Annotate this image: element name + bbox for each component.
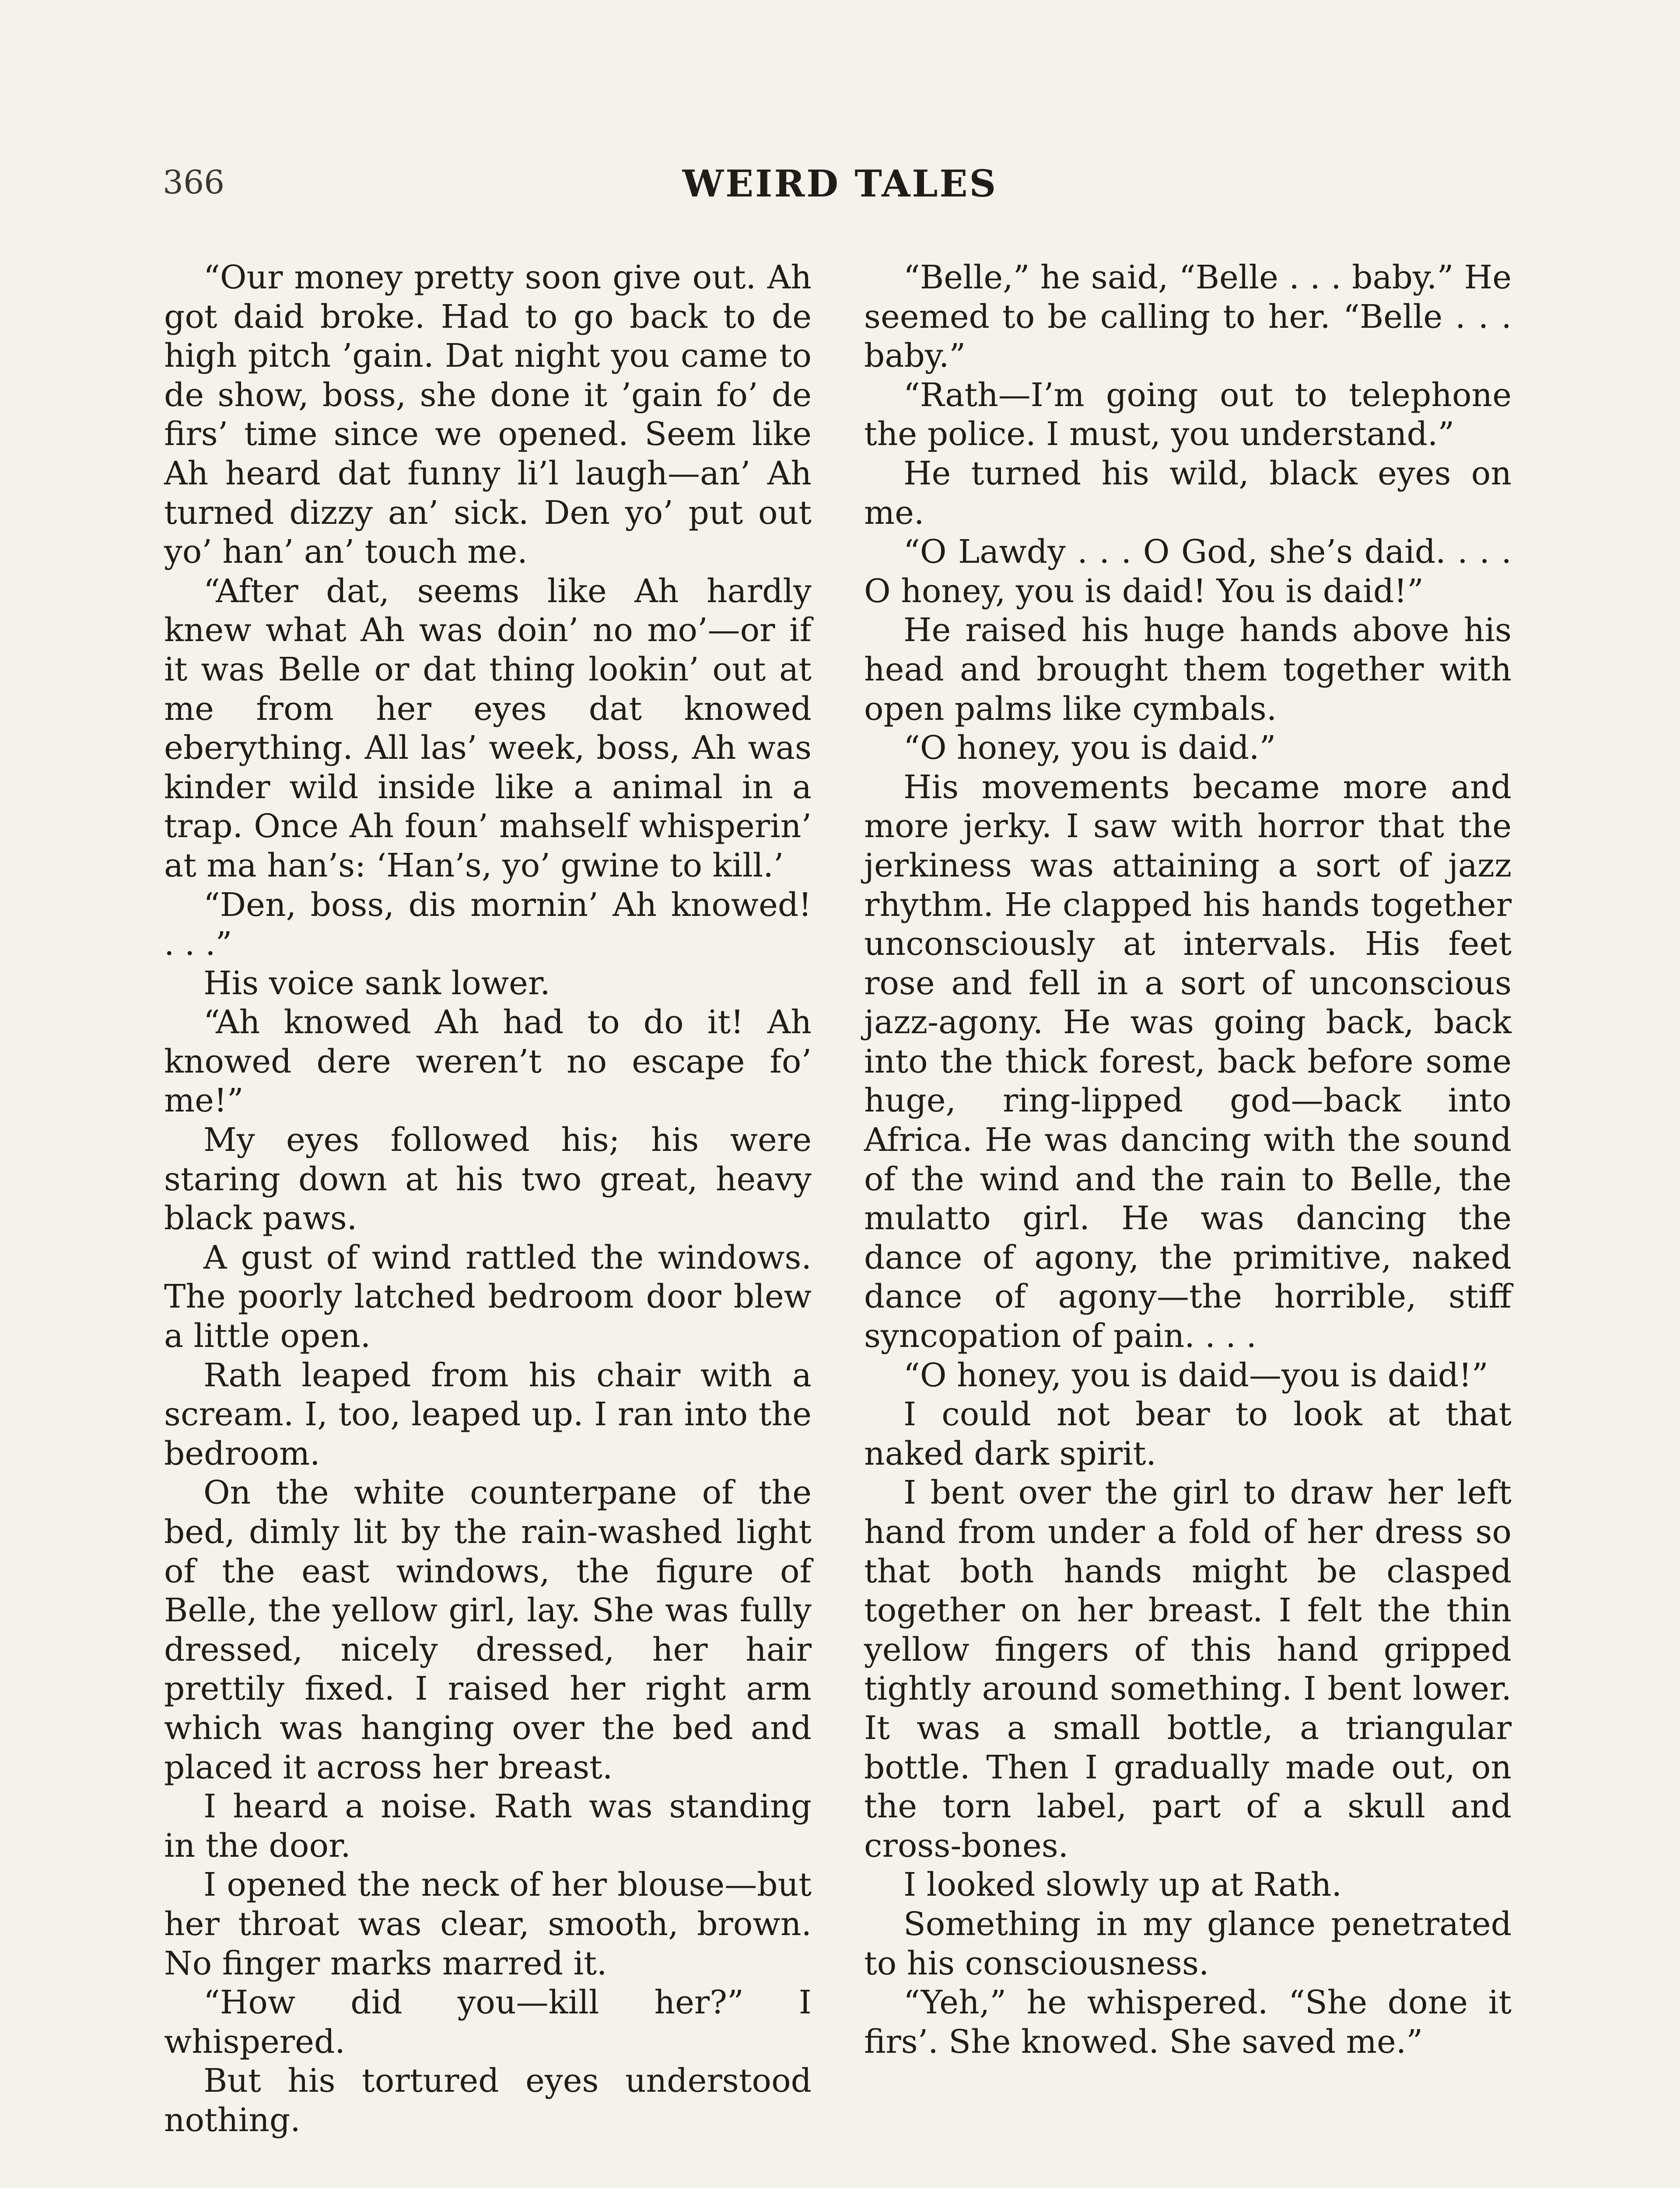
paragraph: His movements became more and more jerky. I saw with horror that the jerkiness was attaining a sort of jazz rhythm. He clapped his hands together unconsciously at intervals. His feet rose and fell in a sort of unconscious jazz-agony. He was going back, back into the thick forest, back before some huge, ring-lipped god—back into Africa. He was dancing with the sound of the wind and the rain to Belle, the mulatto girl. He was dancing the dance of agony, the primitive, naked dance of agony—the horrible, stiff syncopation of pain. . . .	[864, 768, 1512, 1355]
paragraph: My eyes followed his; his were staring down at his two great, heavy black paws.	[164, 1121, 812, 1238]
paragraph: “O honey, you is daid.”	[903, 729, 1276, 767]
page-number: 366	[163, 164, 225, 201]
left-column	[164, 258, 812, 2140]
paragraph: “How did you—kill her?” I whispered.	[164, 1984, 812, 2061]
paragraph: “Den, boss, dis mornin’ Ah knowed! . . .”	[164, 886, 812, 963]
paragraph: He turned his wild, black eyes on me.	[864, 454, 1512, 532]
paragraph: Rath leaped from his chair with a scream. I, too, leaped up. I ran into the bedroom.	[164, 1356, 812, 1473]
paragraph: I opened the neck of her blouse—but her throat was clear, smooth, brown. No finger marks marred it.	[164, 1866, 812, 1982]
paragraph: His voice sank lower.	[203, 964, 550, 1002]
paragraph: On the white counterpane of the bed, dimly lit by the rain-washed light of the east windows, the figure of Belle, the yellow girl, lay. She was fully dressed, nicely dressed, her hair prettily fixed. I raised her right arm which was hanging over the bed and placed it across her breast.	[164, 1474, 812, 1786]
paragraph: “After dat, seems like Ah hardly knew what Ah was doin’ no mo’—or if it was Belle or dat thing lookin’ out at me from her eyes dat knowed eberything. All las’ week, boss, Ah was kinder wild inside like a animal in a trap. Once Ah foun’ mahself whisperin’ at ma han’s: ‘Han’s, yo’ gwine to kill.’	[164, 572, 812, 884]
paragraph: A gust of wind rattled the windows. The poorly latched bedroom door blew a little open.	[164, 1238, 812, 1355]
paragraph: “Belle,” he said, “Belle . . . baby.” He seemed to be calling to her. “Belle . . . baby.”	[864, 259, 1512, 375]
right-column	[864, 258, 1512, 2062]
paragraph: “O honey, you is daid—you is daid!”	[903, 1356, 1488, 1394]
paragraph: But his tortured eyes understood nothing.	[164, 2062, 812, 2139]
paragraph: “Yeh,” he whispered. “She done it firs’. She knowed. She saved me.”	[864, 1984, 1512, 2061]
paragraph: Something in my glance penetrated to his consciousness.	[864, 1905, 1512, 1982]
paragraph: I heard a noise. Rath was standing in the door.	[164, 1788, 812, 1865]
paragraph: “O Lawdy . . . O God, she’s daid. . . . O honey, you is daid! You is daid!”	[864, 533, 1512, 610]
paragraph: He raised his huge hands above his head and brought them together with open palms like cymbals.	[864, 611, 1512, 728]
paragraph: I bent over the girl to draw her left hand from under a fold of her dress so that both hands might be clasped together on her breast. I felt the thin yellow fingers of this hand gripped tightly around something. I bent lower. It was a small bottle, a triangular bottle. Then I gradually made out, on the torn label, part of a skull and cross-bones.	[864, 1474, 1512, 1865]
paragraph: I could not bear to look at that naked dark spirit.	[864, 1396, 1512, 1473]
paragraph: I looked slowly up at Rath.	[903, 1866, 1342, 1904]
paragraph: “Ah knowed Ah had to do it! Ah knowed dere weren’t no escape fo’ me!”	[164, 1003, 812, 1120]
paragraph: “Rath—I’m going out to telephone the police. I must, you understand.”	[864, 376, 1512, 453]
running-head: WEIRD TALES	[682, 162, 998, 205]
paragraph: “Our money pretty soon give out. Ah got daid broke. Had to go back to de high pitch ’gain. Dat night you came to de show, boss, she done it ’gain fo’ de firs’ time since we opened. Seem like Ah heard dat funny li’l laugh—an’ Ah turned dizzy an’ sick. Den yo’ put out yo’ han’ an’ touch me.	[164, 259, 812, 571]
